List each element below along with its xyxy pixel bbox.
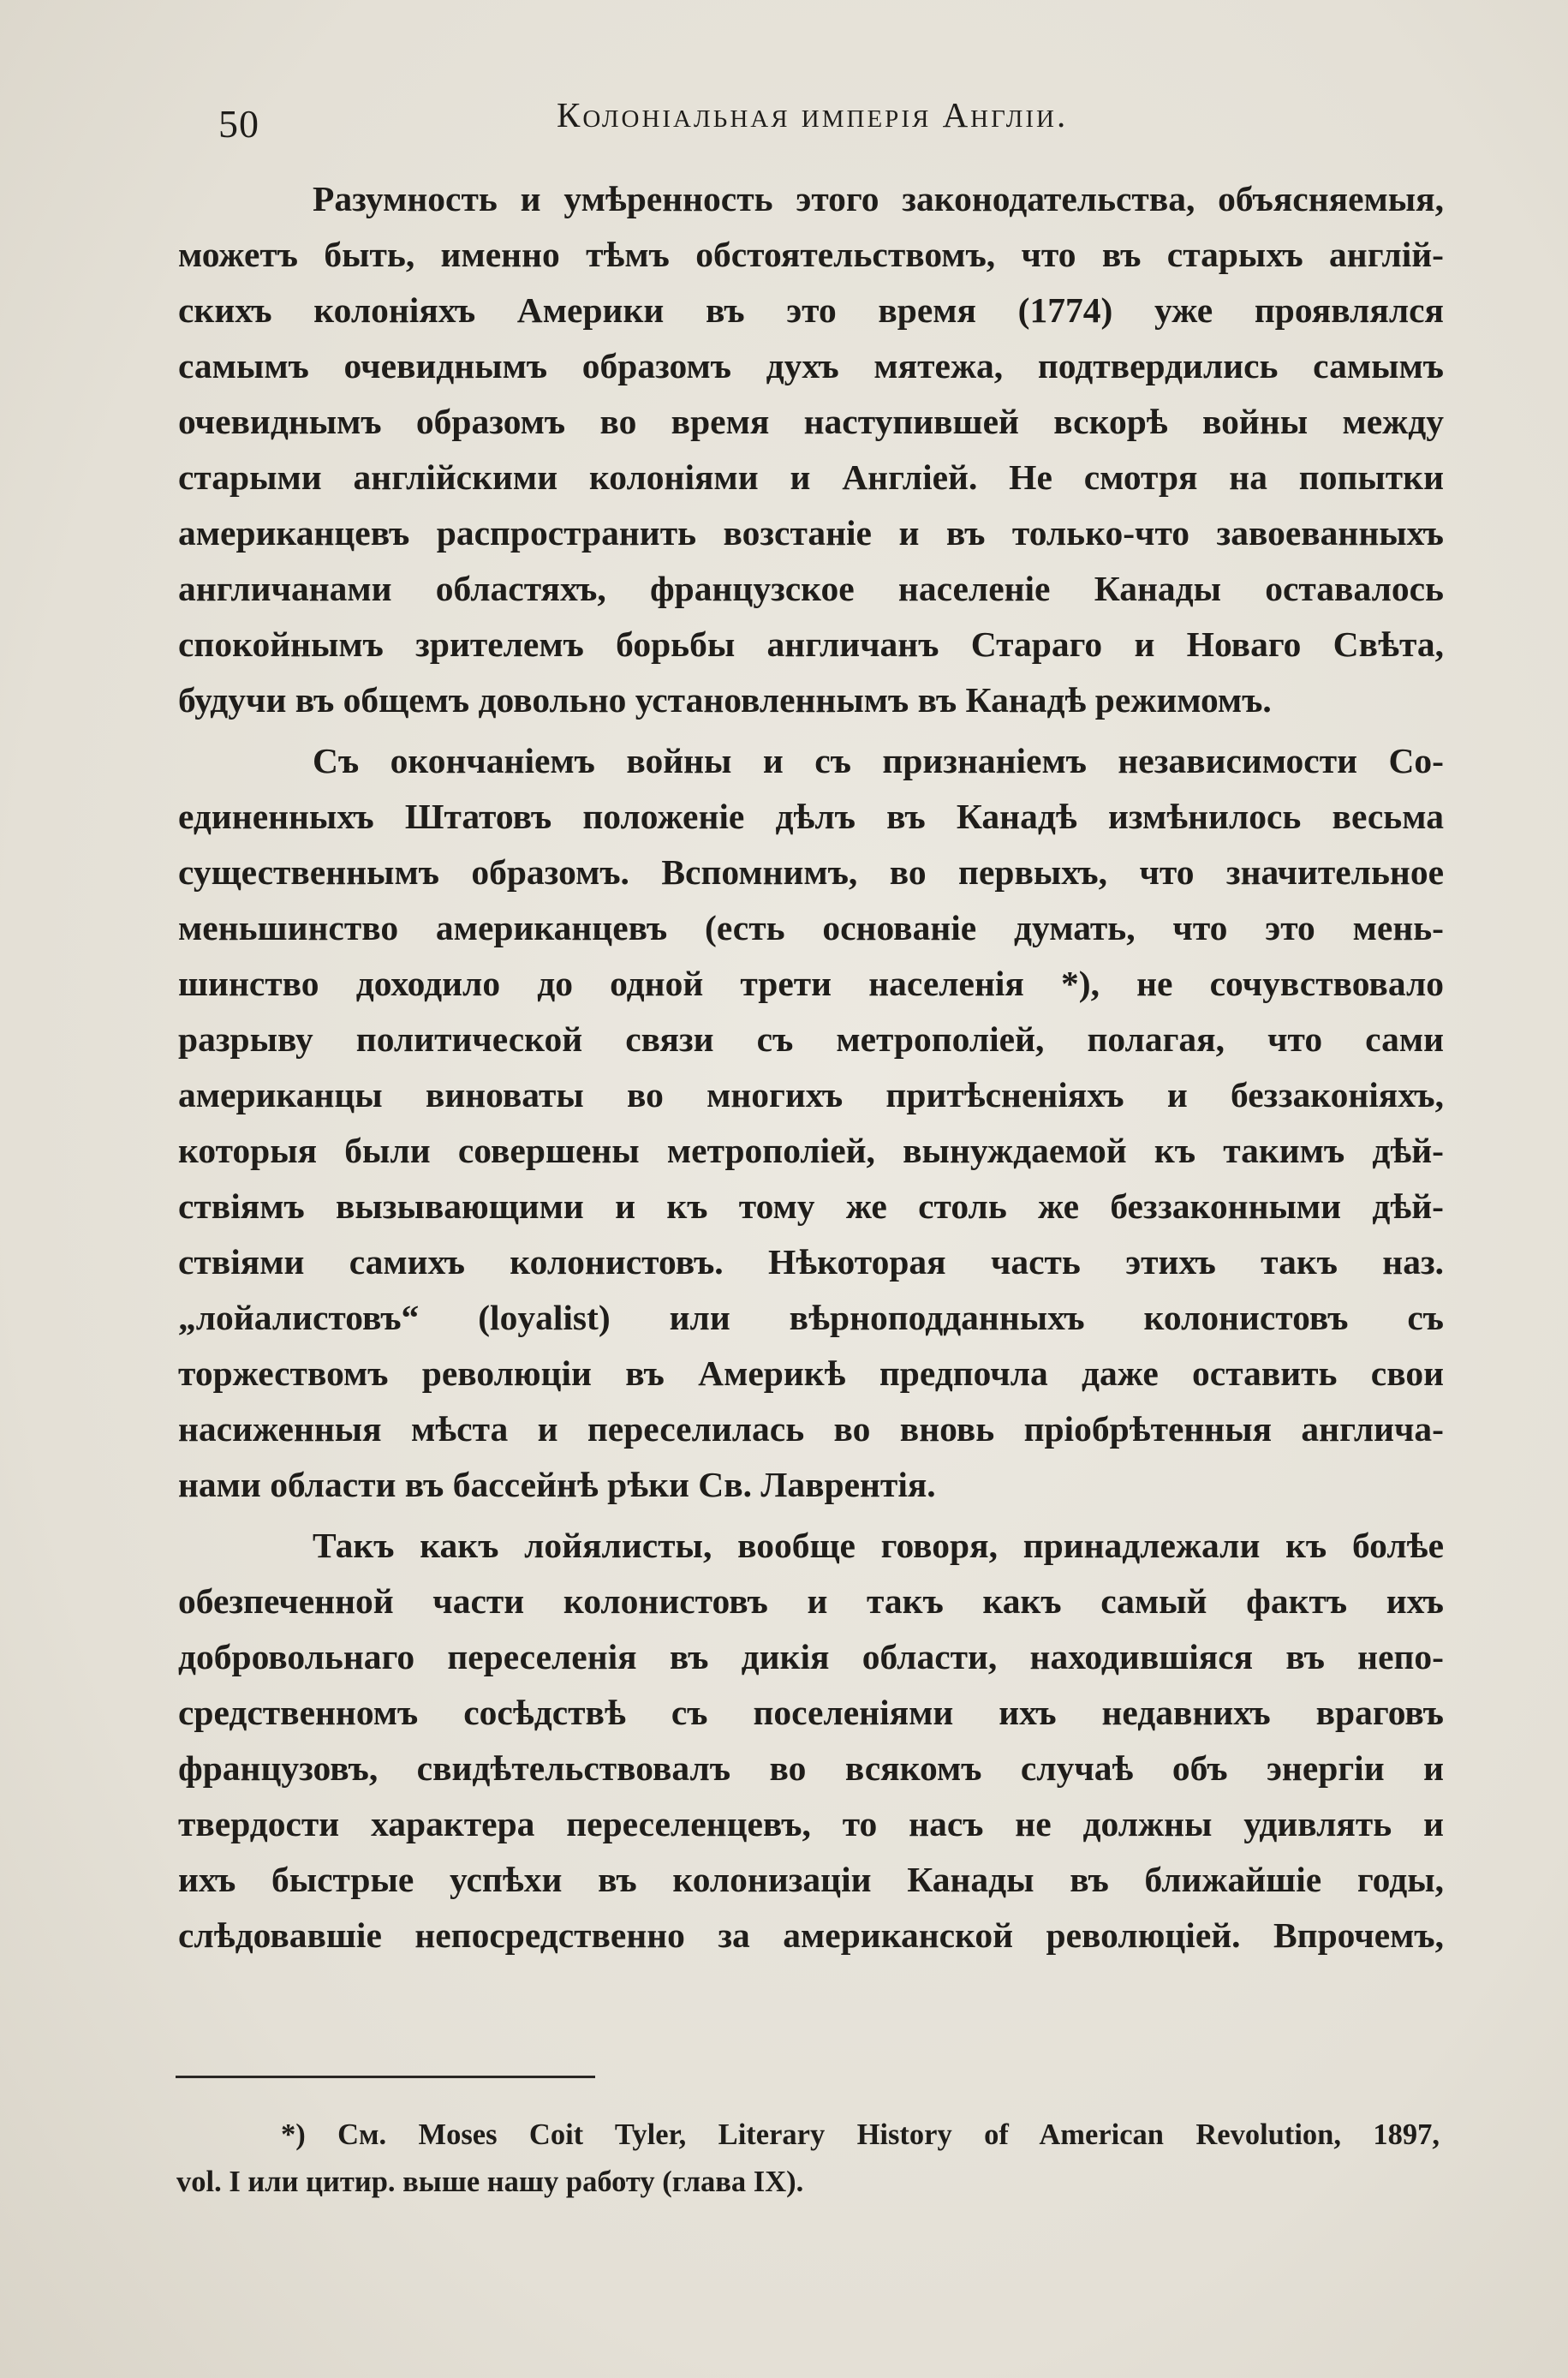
text-line: старыми англійскими колоніями и Англіей. Не смотря на попытки: [178, 457, 1444, 497]
text-line: насиженныя мѣста и переселилась во вновь пріобрѣтенныя англича-: [178, 1409, 1444, 1449]
text-line: существеннымъ образомъ. Вспомнимъ, во первыхъ, что значительное: [178, 852, 1444, 892]
running-title: Колоніальная имперія Англіи.: [557, 95, 1069, 134]
text-line: твердости характера переселенцевъ, то насъ не должны удивлять и: [178, 1804, 1444, 1843]
text-line: шинство доходило до одной трети населенія *), не сочувствовало: [178, 964, 1444, 1003]
text-line: ствіями самихъ колонистовъ. Нѣкоторая часть этихъ такъ наз.: [178, 1242, 1444, 1282]
page-number: 50: [218, 102, 259, 146]
text-line: разрыву политической связи съ метрополіей, полагая, что сами: [178, 1019, 1444, 1059]
text-line: будучи въ общемъ довольно установленнымъ въ Канадѣ режимомъ.: [178, 680, 1272, 720]
paragraph-2: [178, 733, 1444, 1513]
text-line: можетъ быть, именно тѣмъ обстоятельствомъ, что въ старыхъ англій-: [178, 235, 1444, 274]
text-line: меньшинство американцевъ (есть основаніе думать, что это мень-: [178, 908, 1444, 947]
text-line: американцевъ распространить возстаніе и въ только-что завоеванныхъ: [178, 513, 1444, 553]
text-line: средственномъ сосѣдствѣ съ поселеніями ихъ недавнихъ враговъ: [178, 1693, 1444, 1732]
text-line: французовъ, свидѣтельствовалъ во всякомъ случаѣ объ энергіи и: [178, 1748, 1444, 1788]
text-line: которыя были совершены метрополіей, вынуждаемой къ такимъ дѣй-: [178, 1131, 1444, 1170]
text-line: ствіямъ вызывающими и къ тому же столь же беззаконными дѣй-: [178, 1186, 1444, 1226]
text-line: очевиднымъ образомъ во время наступившей вскорѣ войны между: [178, 402, 1444, 441]
text-line: слѣдовавшіе непосредственно за американской революціей. Впрочемъ,: [178, 1915, 1444, 1955]
footnote-divider: [176, 2076, 595, 2078]
text-line: нами области въ бассейнѣ рѣки Св. Лаврентія.: [178, 1465, 936, 1504]
footnote: [176, 2112, 1440, 2206]
text-line: англичанами областяхъ, французское населеніе Канады оставалось: [178, 569, 1444, 608]
paragraph-1: [178, 171, 1444, 728]
text-line: добровольнаго переселенія въ дикія области, находившіяся въ непо-: [178, 1637, 1444, 1676]
text-line: Разумность и умѣренность этого законодательства, объясняемыя,: [313, 179, 1444, 218]
footnote-line: vol. I или цитир. выше нашу работу (глава IX).: [176, 2166, 804, 2198]
text-line: Такъ какъ лойялисты, вообще говоря, принадлежали къ болѣе: [313, 1526, 1444, 1565]
paragraph-3: [178, 1518, 1444, 1963]
text-line: американцы виноваты во многихъ притѣсненіяхъ и беззаконіяхъ,: [178, 1075, 1444, 1114]
footnote-line: *) См. Moses Coit Tyler, Literary History of American Revolution, 1897,: [281, 2118, 1440, 2151]
text-line: ихъ быстрые успѣхи въ колонизаціи Канады въ ближайшіе годы,: [178, 1860, 1444, 1899]
text-line: единенныхъ Штатовъ положеніе дѣлъ въ Канадѣ измѣнилось весьма: [178, 797, 1444, 836]
text-line: „лойалистовъ“ (loyalist) или вѣрноподданныхъ колонистовъ съ: [178, 1298, 1444, 1337]
text-line: скихъ колоніяхъ Америки въ это время (1774) уже проявлялся: [178, 290, 1444, 330]
text-line: торжествомъ революціи въ Америкѣ предпочла даже оставить свои: [178, 1353, 1444, 1393]
text-line: обезпеченной части колонистовъ и такъ какъ самый фактъ ихъ: [178, 1581, 1444, 1621]
text-line: Съ окончаніемъ войны и съ признаніемъ независимости Со-: [313, 741, 1444, 780]
text-line: спокойнымъ зрителемъ борьбы англичанъ Стараго и Новаго Свѣта,: [178, 624, 1444, 664]
text-line: самымъ очевиднымъ образомъ духъ мятежа, подтвердились самымъ: [178, 346, 1444, 385]
body-text: [178, 171, 1444, 1969]
